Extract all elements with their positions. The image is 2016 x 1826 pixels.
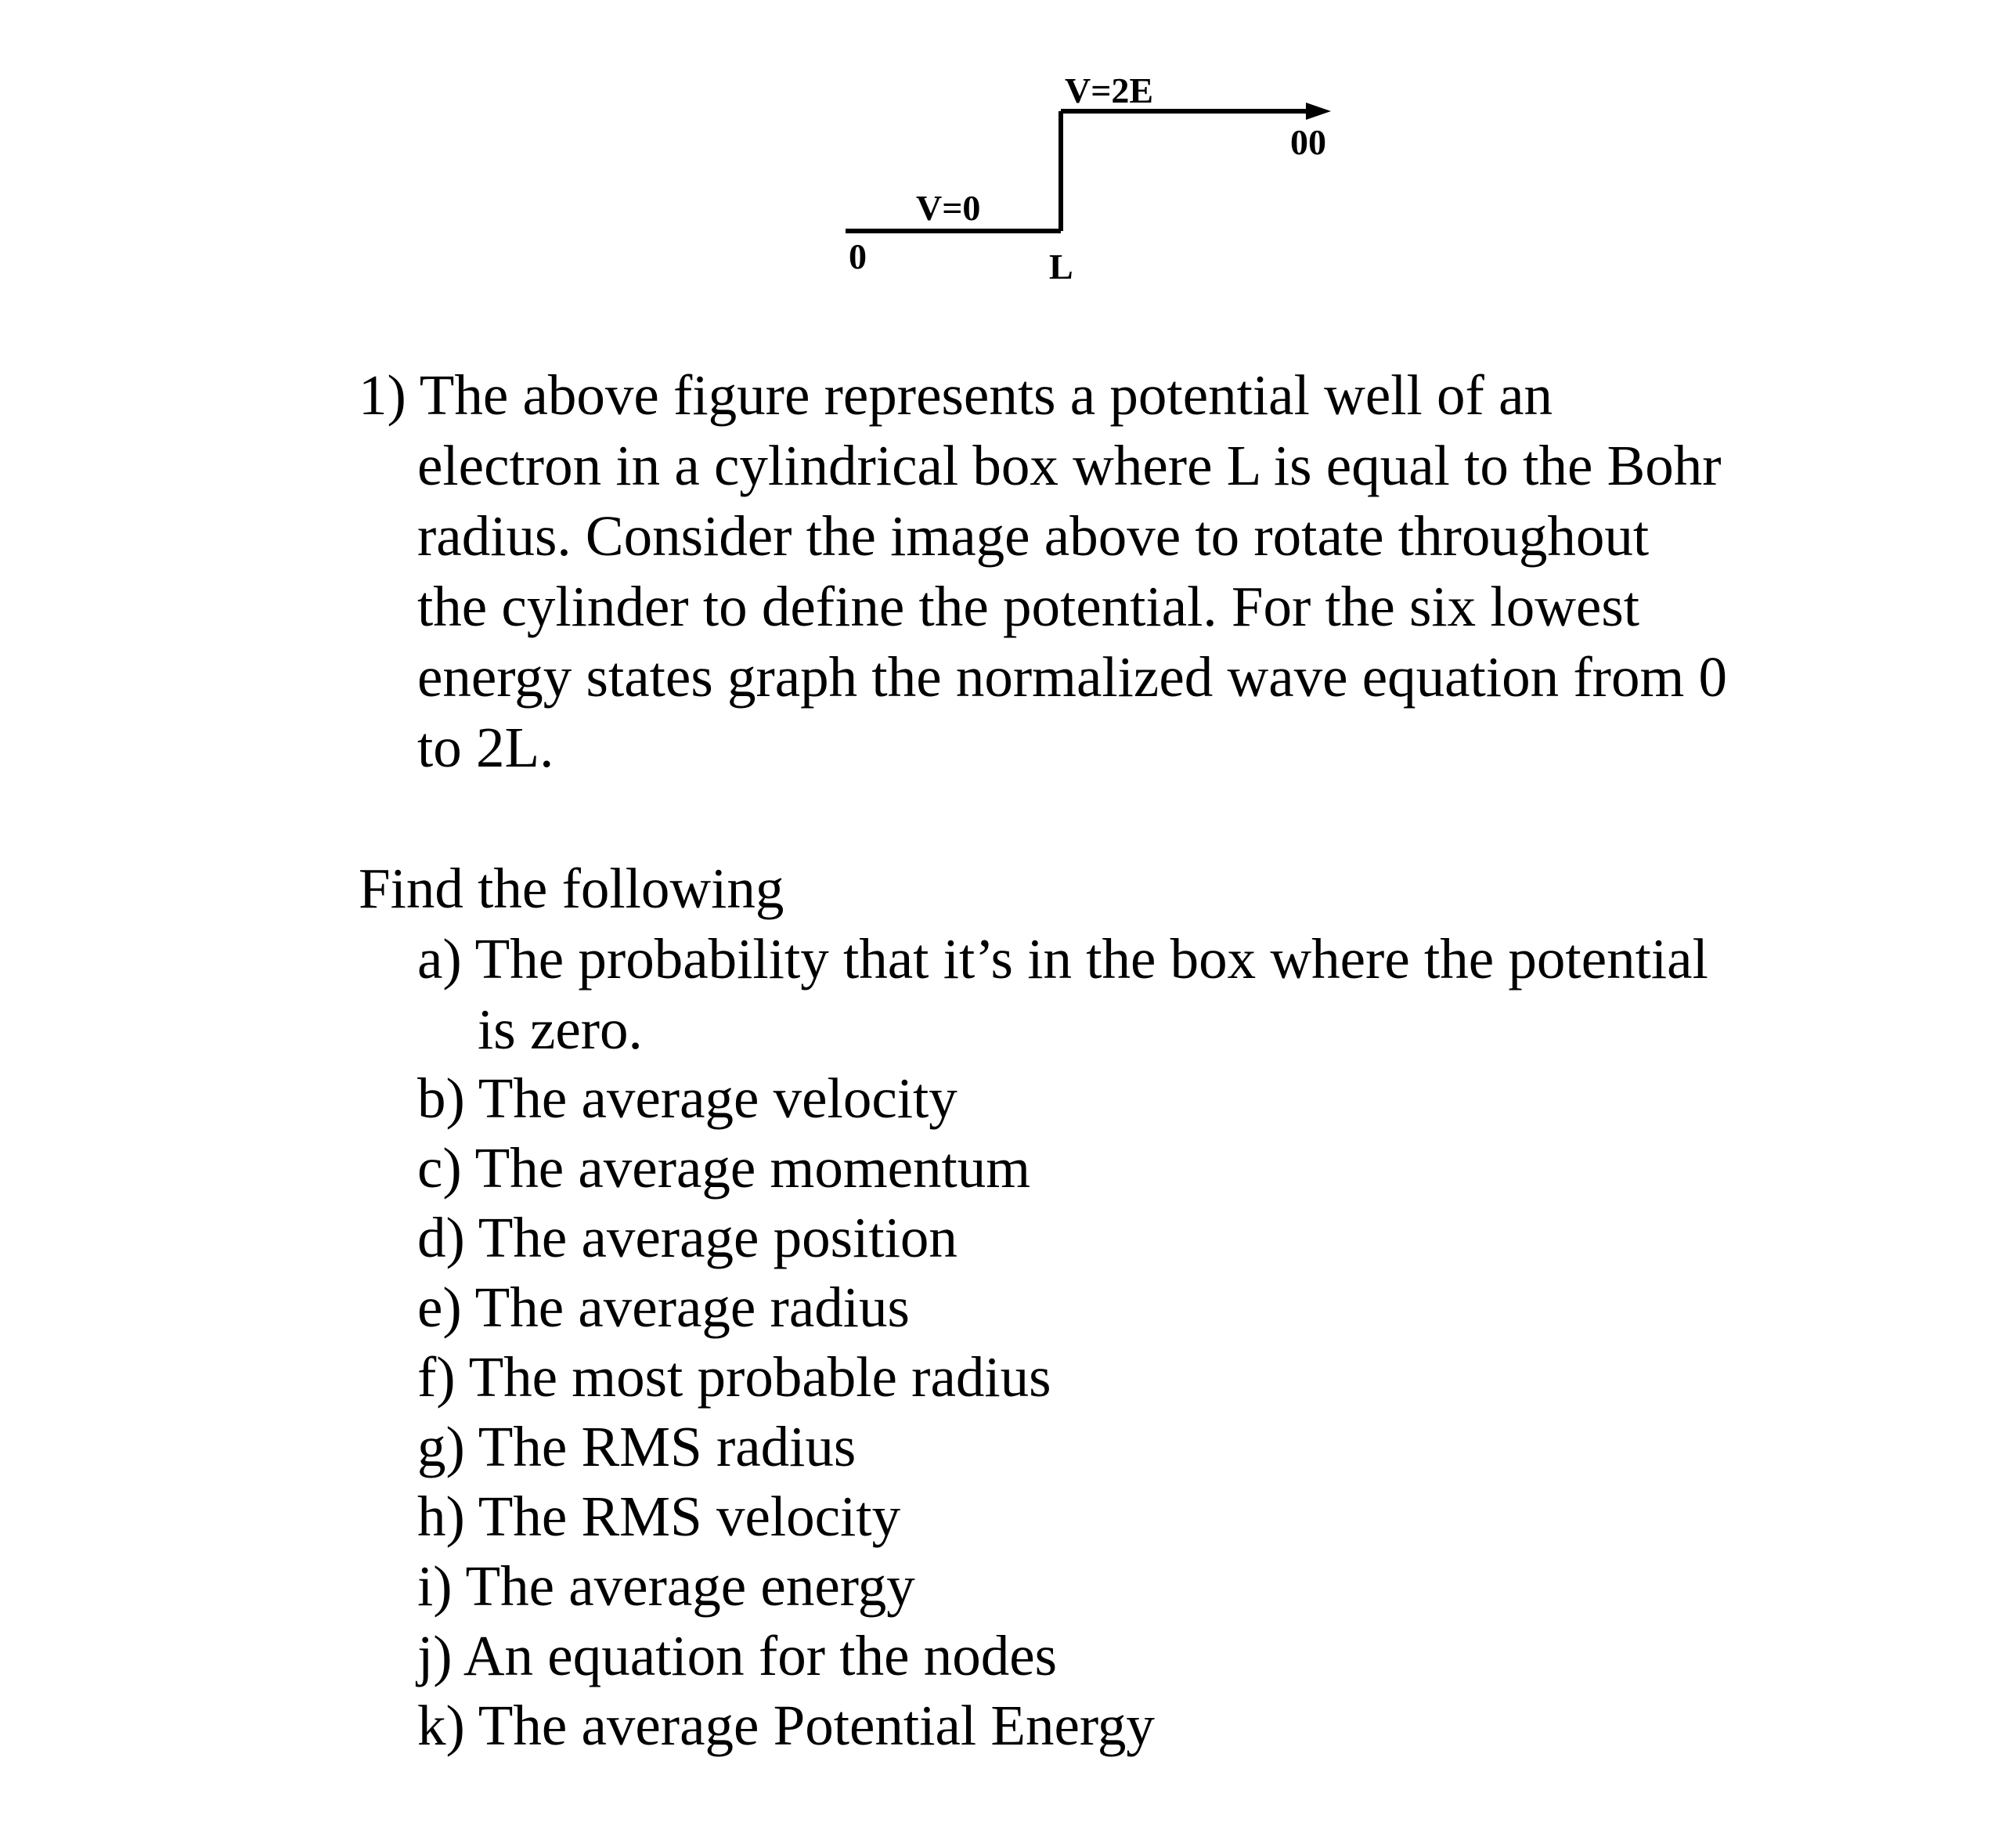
list-item xyxy=(417,1342,1051,1413)
item-text: The average velocity xyxy=(478,1066,958,1130)
list-item xyxy=(417,1133,1030,1204)
item-letter: d) xyxy=(417,1206,465,1269)
item-text: The most probable radius xyxy=(468,1345,1051,1409)
list-item xyxy=(417,1203,958,1273)
item-letter: b) xyxy=(417,1066,465,1130)
intro-line-2: electron in a cylindrical box where L is equal to the Bohr xyxy=(417,434,1722,497)
find-heading: Find the following xyxy=(359,857,784,920)
item-letter: e) xyxy=(417,1276,462,1339)
list-item xyxy=(417,1412,856,1482)
label-origin-zero: 0 xyxy=(849,236,867,276)
intro-line-5: energy states graph the normalized wave equation from 0 xyxy=(417,645,1728,709)
item-letter: c) xyxy=(417,1136,462,1200)
item-text: The average energy xyxy=(465,1554,915,1618)
infinity-arrowhead xyxy=(1306,103,1331,120)
list-item xyxy=(417,1691,1155,1761)
item-continuation: is zero. xyxy=(478,998,643,1061)
intro-line-1: The above figure represents a potential well of an xyxy=(419,363,1553,427)
item-text: The probability that it’s in the box where the potential xyxy=(474,927,1708,991)
item-text: The average Potential Energy xyxy=(478,1694,1155,1757)
label-v-equals-0: V=0 xyxy=(916,188,981,228)
list-item xyxy=(417,1063,958,1134)
label-infinity: 00 xyxy=(1290,122,1326,162)
item-text: The average radius xyxy=(474,1276,910,1339)
intro-line-4: the cylinder to define the potential. For the six lowest xyxy=(417,575,1640,638)
intro-line-6: to 2L. xyxy=(417,716,554,779)
list-item xyxy=(417,1551,915,1622)
item-text: The RMS radius xyxy=(478,1415,857,1478)
label-v-equals-2e: V=2E xyxy=(1065,70,1154,110)
item-text: The average position xyxy=(478,1206,958,1269)
item-letter: i) xyxy=(417,1554,453,1618)
intro-line-3: radius. Consider the image above to rotate throughout xyxy=(417,504,1650,568)
list-item xyxy=(417,1481,900,1552)
potential-well-figure xyxy=(0,0,2016,329)
item-text: The average momentum xyxy=(474,1136,1031,1200)
item-letter: f) xyxy=(417,1345,456,1409)
item-letter: k) xyxy=(417,1694,465,1757)
label-l: L xyxy=(1049,247,1073,287)
list-item xyxy=(417,1621,1057,1691)
item-letter: h) xyxy=(417,1485,465,1548)
item-text: An equation for the nodes xyxy=(463,1624,1058,1687)
question-first-line xyxy=(359,360,1553,431)
item-letter: a) xyxy=(417,927,462,991)
list-item xyxy=(417,1272,910,1343)
item-letter: j) xyxy=(417,1624,453,1687)
question-number: 1) xyxy=(359,363,406,427)
item-letter: g) xyxy=(417,1415,465,1478)
item-text: The RMS velocity xyxy=(478,1485,901,1548)
list-item xyxy=(417,924,1708,994)
